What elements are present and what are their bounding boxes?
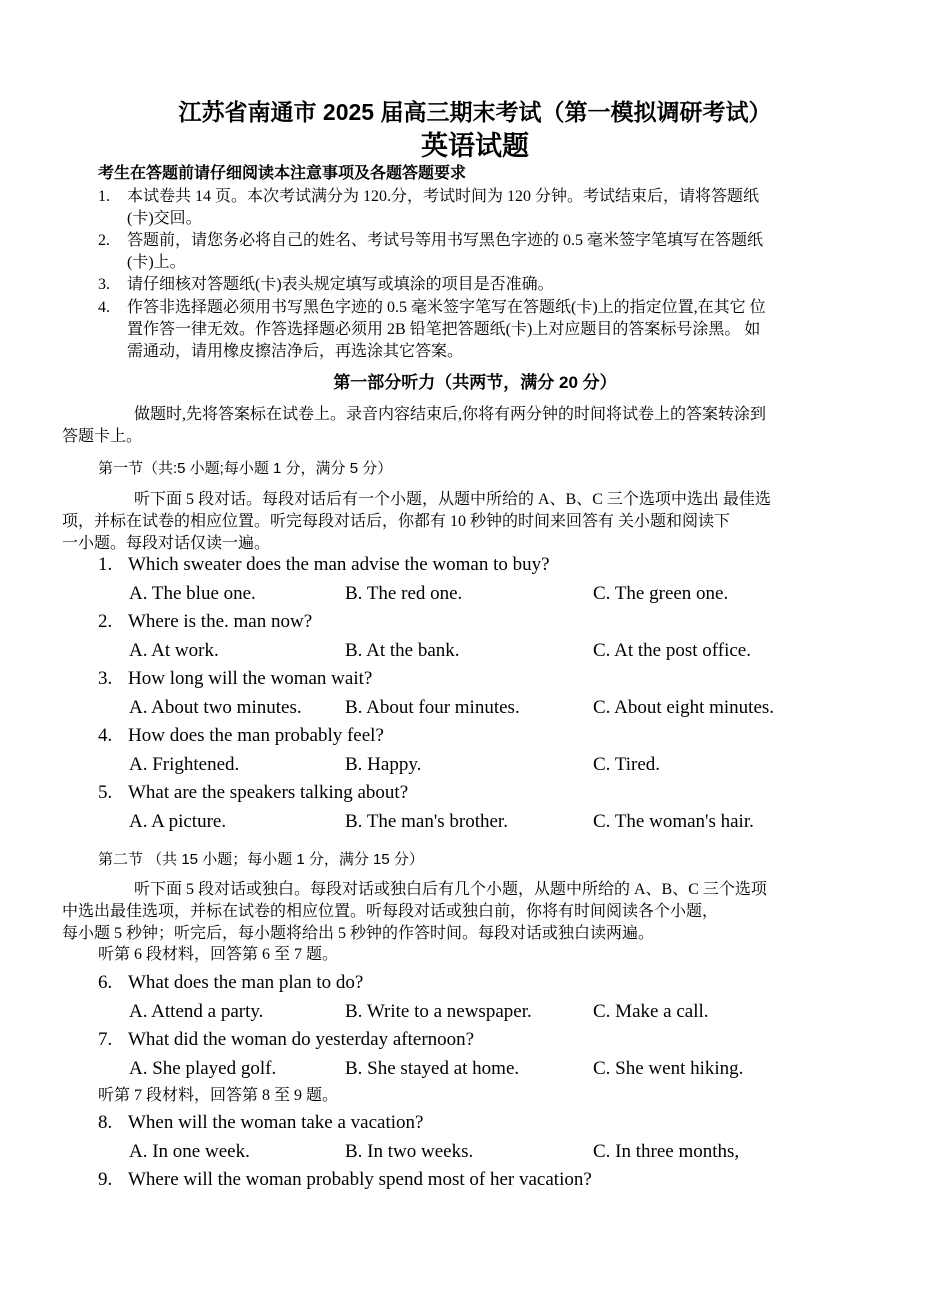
- part1-intro: [62, 404, 850, 448]
- section1-instructions: [62, 489, 850, 555]
- option-c: C. In three months,: [593, 1141, 740, 1162]
- notice-heading: 考生在答题前请仔细阅读本注意事项及各题答题要求: [98, 165, 467, 182]
- question-text: Where is the. man now?: [128, 611, 313, 632]
- question-number: 9.: [98, 1169, 113, 1190]
- option-b: B. About four minutes.: [345, 697, 520, 718]
- notice-line: 作答非选择题必须用书写黑色字迹的 0.5 毫米签字笔写在答题纸(卡)上的指定位置,在其它 位: [127, 299, 766, 316]
- option-a: A. In one week.: [129, 1141, 250, 1162]
- option-a: A. Attend a party.: [129, 1001, 264, 1022]
- question-text: Which sweater does the man advise the woman to buy?: [128, 554, 550, 575]
- notice-line: 请仔细核对答题纸(卡)表头规定填写或填涂的项目是否准确。: [127, 276, 554, 293]
- option-a: A. At work.: [129, 640, 219, 661]
- instruction-line: 每小题 5 秒钟；听完后，每小题将给出 5 秒钟的作答时间。每段对话或独白读两遍。: [62, 925, 655, 942]
- notice-item: [98, 297, 850, 363]
- option-b: B. In two weeks.: [345, 1141, 474, 1162]
- notice-item: [98, 274, 850, 296]
- question-number: 7.: [98, 1029, 113, 1050]
- part1-title: 第一部分听力（共两节，满分 20 分）: [333, 373, 617, 392]
- option-a: A. Frightened.: [129, 754, 240, 775]
- option-a: A. The blue one.: [129, 583, 256, 604]
- notice-item: [98, 186, 850, 230]
- question-text: What did the woman do yesterday afternoon?: [128, 1029, 475, 1050]
- instruction-line: 一小题。每段对话仅读一遍。: [62, 535, 271, 552]
- notice-line: 答题前，请您务必将自己的姓名、考试号等用书写黑色字迹的 0.5 毫米签字笔填写在答题纸: [127, 232, 764, 249]
- instruction-line: 听下面 5 段对话。每段对话后有一个小题，从题中所给的 A、B、C 三个选项中选出 最佳选: [134, 491, 771, 508]
- question-text: What are the speakers talking about?: [128, 782, 409, 803]
- notice-number: 4.: [98, 299, 110, 316]
- option-c: C. The green one.: [593, 583, 729, 604]
- option-a: A. She played golf.: [129, 1058, 277, 1079]
- notice-item: [98, 230, 850, 274]
- option-c: C. The woman's hair.: [593, 811, 754, 832]
- option-c: C. About eight minutes.: [593, 697, 775, 718]
- question-text: When will the woman take a vacation?: [128, 1112, 424, 1133]
- section2-heading: 第二节 （共 15 小题；每小题 1 分，满分 15 分）: [98, 851, 424, 868]
- question-number: 5.: [98, 782, 113, 803]
- instruction-line: 中选出最佳选项，并标在试卷的相应位置。听每段对话或独白前，你将有时间阅读各个小题，: [62, 903, 719, 920]
- notice-line: (卡)交回。: [127, 210, 202, 227]
- notice-line: 本试卷共 14 页。本次考试满分为 120.分，考试时间为 120 分钟。考试结束后，请将答题纸: [127, 188, 760, 205]
- notice-line: (卡)上。: [127, 254, 186, 271]
- option-b: B. Write to a newspaper.: [345, 1001, 532, 1022]
- question-text: How long will the woman wait?: [128, 668, 373, 689]
- notice-number: 2.: [98, 232, 110, 249]
- option-c: C. Make a call.: [593, 1001, 709, 1022]
- question-number: 4.: [98, 725, 113, 746]
- option-b: B. The man's brother.: [345, 811, 508, 832]
- option-c: C. She went hiking.: [593, 1058, 744, 1079]
- option-a: A. About two minutes.: [129, 697, 302, 718]
- option-a: A. A picture.: [129, 811, 227, 832]
- notice-line: 置作答一律无效。作答选择题必须用 2B 铅笔把答题纸(卡)上对应题目的答案标号涂黑。 如: [127, 321, 761, 338]
- question-text: What does the man plan to do?: [128, 972, 364, 993]
- question-number: 3.: [98, 668, 113, 689]
- question-number: 8.: [98, 1112, 113, 1133]
- question-number: 2.: [98, 611, 113, 632]
- option-b: B. Happy.: [345, 754, 422, 775]
- option-c: C. At the post office.: [593, 640, 751, 661]
- notice-number: 3.: [98, 276, 110, 293]
- instruction-line: 听下面 5 段对话或独白。每段对话或独白后有几个小题，从题中所给的 A、B、C 三个选项: [134, 881, 767, 898]
- instruction-line: 项，并标在试卷的相应位置。听完每段对话后，你都有 10 秒钟的时间来回答有 关小题和阅读下: [62, 513, 731, 530]
- question-text: Where will the woman probably spend most of her vacation?: [128, 1169, 592, 1190]
- intro-line: 做题时,先将答案标在试卷上。录音内容结束后,你将有两分钟的时间将试卷上的答案转涂到: [134, 406, 767, 423]
- question-text: How does the man probably feel?: [128, 725, 384, 746]
- exam-title: 江苏省南通市 2025 届高三期末考试（第一模拟调研考试）: [178, 99, 772, 125]
- section1-heading: 第一节（共:5 小题;每小题 1 分，满分 5 分）: [98, 460, 393, 477]
- intro-line: 答题卡上。: [62, 428, 143, 445]
- question-number: 1.: [98, 554, 113, 575]
- notice-number: 1.: [98, 188, 110, 205]
- exam-subtitle: 英语试题: [421, 131, 529, 161]
- section2-instructions: [62, 879, 850, 945]
- option-b: B. The red one.: [345, 583, 463, 604]
- option-c: C. Tired.: [593, 754, 661, 775]
- option-b: B. She stayed at home.: [345, 1058, 520, 1079]
- question-number: 6.: [98, 972, 113, 993]
- option-b: B. At the bank.: [345, 640, 460, 661]
- notice-line: 需通动，请用橡皮擦洁净后，再选涂其它答案。: [127, 343, 464, 360]
- material-context: 听第 6 段材料，回答第 6 至 7 题。: [98, 946, 339, 963]
- material-context: 听第 7 段材料，回答第 8 至 9 题。: [98, 1087, 339, 1104]
